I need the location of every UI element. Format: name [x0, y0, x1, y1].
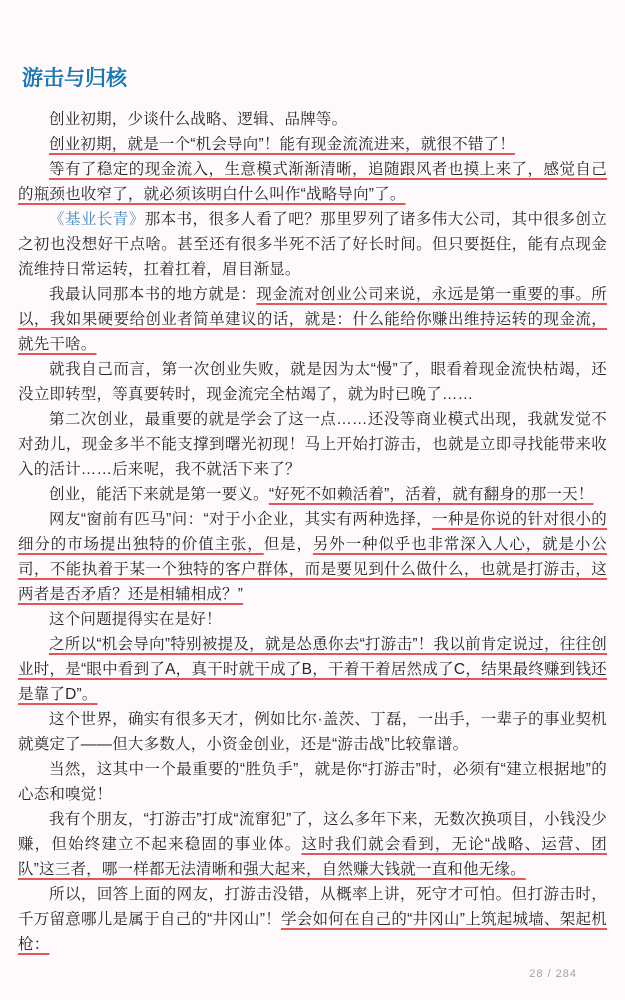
paragraph — [18, 107, 607, 132]
text-segment: 这个问题提得实在是好！ — [49, 611, 222, 628]
text-segment: 网友“窗前有匹马”问：“对于小企业，其实有两种选择， — [49, 511, 433, 528]
highlighted-text[interactable]: 等有了稳定的现金流入，生意模式渐渐清晰，追随跟风者也摸上来了，感觉自己的瓶颈也收窄了，就必须该明白什么叫作“战略导向”了。 — [18, 161, 607, 203]
paragraph — [18, 882, 607, 957]
text-segment: 所以，回答上面的网友，打游击没错，从概率上讲，死守才可怕。但打游击时，千万留意哪儿是属于自己的“井冈山”！ — [18, 886, 607, 928]
highlighted-text[interactable]: 这时我们就会看到，无论“战略、运营、团队”这三者，哪一样都无法清晰和强大起来，自然赚大钱就一直和他无缘。 — [18, 836, 607, 878]
chapter-content — [18, 107, 607, 957]
paragraph — [18, 357, 607, 407]
text-segment: 我有个朋友，“打游击”打成“流窜犯”了，这么多年下来，无数次换项目，小钱没少赚，但始终建立不起来稳固的事业体。 — [18, 811, 607, 853]
text-segment: 就我自己而言，第一次创业失败，就是因为太“慢”了，眼看着现金流快枯竭，还没立即转型，等真要转时，现金流完全枯竭了，就为时已晚了…… — [18, 361, 607, 403]
paragraph — [18, 807, 607, 882]
highlighted-text[interactable]: 另外一种似乎也非常深入人心，就是小公司，不能执着于某一个独特的客户群体，而是要见到什么做什么，也就是打游击，这两者是否矛盾？还是相辅相成？” — [18, 536, 607, 603]
paragraph — [18, 482, 607, 507]
text-segment: 这个世界，确实有很多天才，例如比尔·盖茨、丁磊，一出手，一辈子的事业契机就奠定了——但大多数人，小资金创业，还是“游击战”比较靠谱。 — [18, 711, 607, 753]
book-title-link[interactable]: 《基业长青》 — [49, 211, 145, 228]
paragraph — [18, 132, 607, 157]
paragraph — [18, 207, 607, 282]
text-segment: 第二次创业，最重要的就是学会了这一点……还没等商业模式出现，我就发觉不对劲儿，现金多半不能支撑到曙光初现！马上开始打游击，也就是立即寻找能带来收入的活计……后来呢，我不就活下来了？ — [18, 411, 607, 478]
paragraph — [18, 282, 607, 357]
highlighted-text[interactable]: “好死不如赖活着”，活着，就有翻身的那一天！ — [268, 486, 594, 503]
paragraph — [18, 707, 607, 757]
highlighted-text[interactable]: 现金流对创业公司来说，永远是第一重要的事。所以，我如果硬要给创业者简单建议的话，就是：什么能给你赚出维持运转的现金流，就先干啥。 — [18, 286, 608, 353]
highlighted-text[interactable]: 一种是你说的针对很小的细分的市场提出独特的价值主张， — [18, 511, 608, 553]
text-segment: 创业，能活下来就是第一要义。 — [49, 486, 269, 503]
text-segment: 当然，这其中一个最重要的“胜负手”，就是你“打游击”时，必须有“建立根据地”的心态和嗅觉！ — [18, 761, 607, 803]
page-indicator: 28 / 284 — [529, 968, 577, 980]
text-segment: 那本书，很多人看了吧？那里罗列了诸多伟大公司，其中很多创立之初也没想好干点啥。甚至还有很多半死不活了好长时间。但只要挺住，能有点现金流维持日常运转，扛着扛着，眉目渐显。 — [18, 211, 607, 278]
paragraph — [18, 157, 607, 207]
paragraph — [18, 507, 607, 607]
highlighted-text[interactable]: 创业初期，就是一个“机会导向”！能有现金流流进来，就很不错了！ — [49, 136, 516, 153]
highlighted-text[interactable]: 学会如何在自己的“井冈山”上筑起城墙、架起机枪： — [18, 911, 607, 953]
paragraph — [18, 407, 607, 482]
text-segment: 但是， — [263, 536, 313, 553]
text-segment: 创业初期，少谈什么战略、逻辑、品牌等。 — [49, 111, 348, 128]
paragraph — [18, 632, 607, 707]
paragraph — [18, 607, 607, 632]
text-segment: 我最认同那本书的地方就是： — [49, 286, 257, 303]
highlighted-text[interactable]: 之所以“机会导向”特别被提及，就是怂恿你去“打游击”！我以前肯定说过，往往创业时，是“眼中看到了A，真干时就干成了B，干着干着居然成了C，结果最终赚到钱还是靠了D”。 — [18, 636, 607, 703]
chapter-title: 游击与归核 — [22, 67, 127, 90]
paragraph — [18, 757, 607, 807]
